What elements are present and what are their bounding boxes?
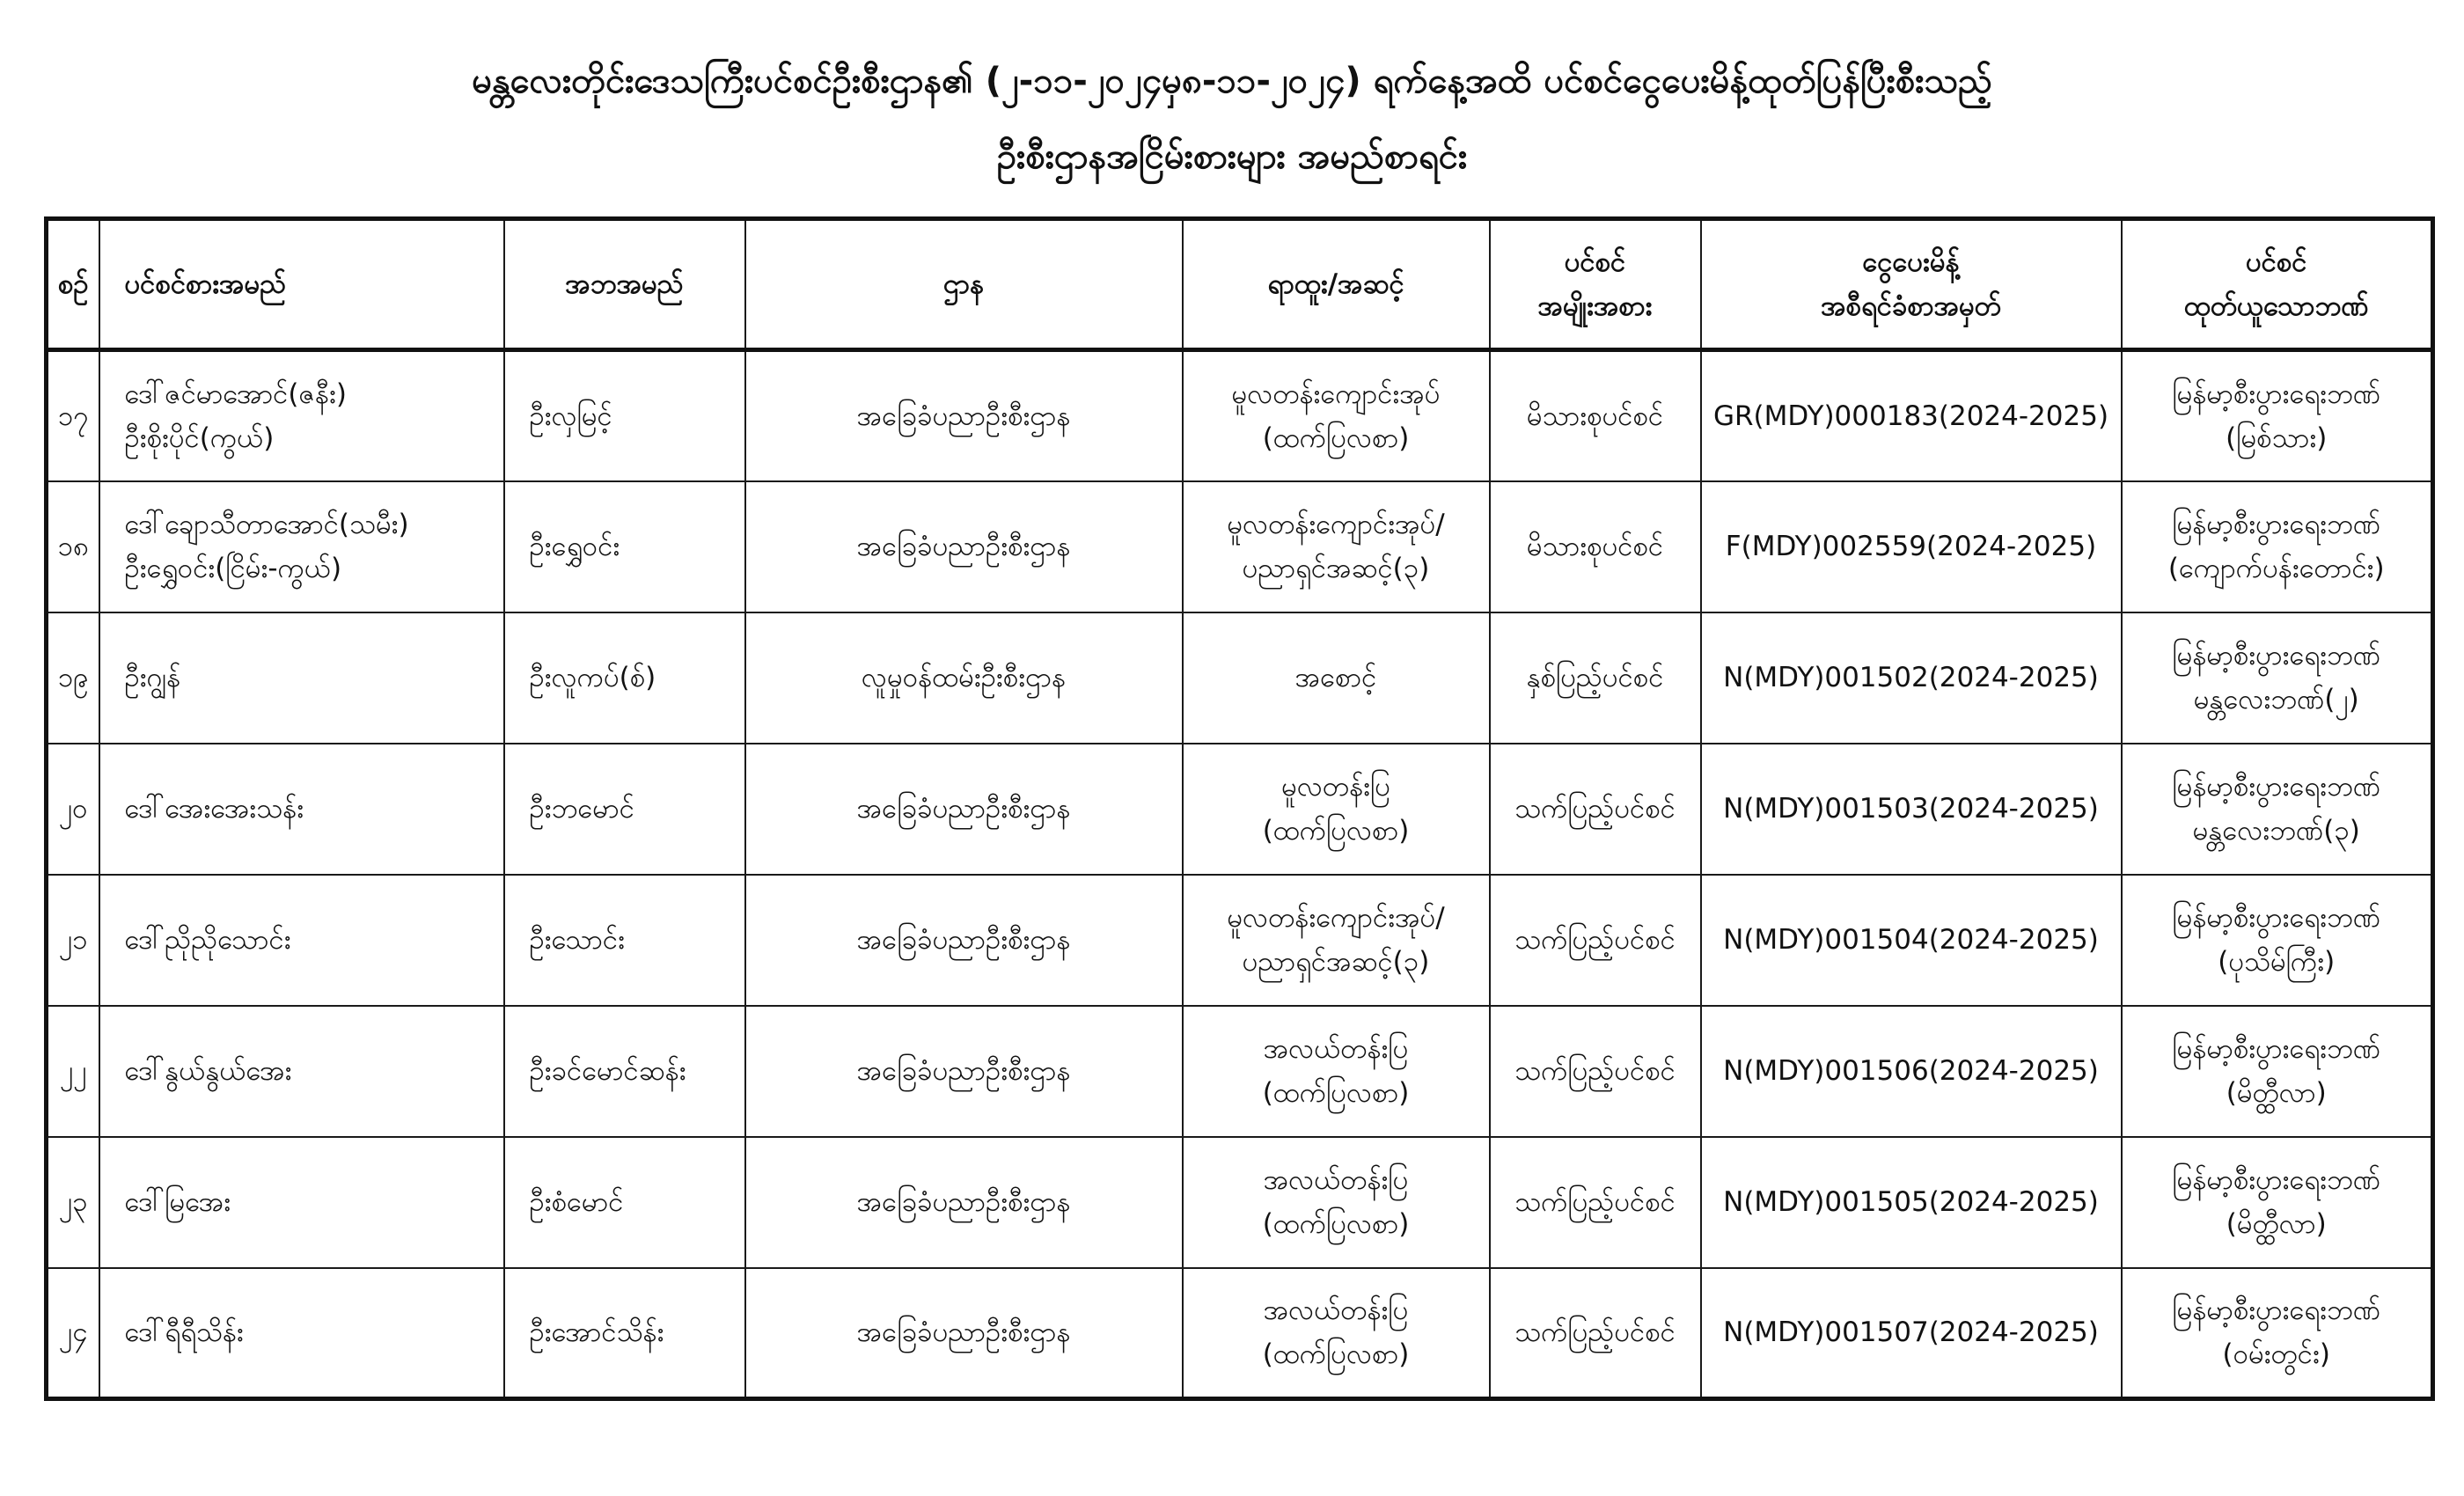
cell-department: လူမှုဝန်ထမ်းဦးစီးဌာန <box>745 612 1183 744</box>
cell-pensioner-name <box>99 350 504 481</box>
cell-bank-line: (မိတ္ထီလာ) <box>2226 1208 2327 1240</box>
cell-bank <box>2122 1137 2433 1268</box>
cell-pension-type: သက်ပြည့်ပင်စင် <box>1490 1137 1701 1268</box>
cell-serial: ၂၃ <box>47 1137 99 1268</box>
cell-rank-line: မူလတန်းကျောင်းအုပ်/ <box>1227 902 1445 934</box>
cell-pensioner-name-line: ဒေါ်အေးအေးသန်း <box>124 793 304 825</box>
cell-pension-type: သက်ပြည့်ပင်စင် <box>1490 1006 1701 1137</box>
cell-bank-line: မြန်မာ့စီးပွားရေးဘဏ် <box>2172 1164 2381 1196</box>
header-pension-type-line-1: ပင်စင် <box>1564 246 1626 278</box>
header-father-name: အဘအမည် <box>504 219 745 350</box>
cell-father-name: ဦးဘမောင် <box>504 744 745 875</box>
cell-bank <box>2122 350 2433 481</box>
cell-payment-order: N(MDY)001502(2024-2025) <box>1701 612 2122 744</box>
header-row <box>47 219 2433 350</box>
cell-payment-order: GR(MDY)000183(2024-2025) <box>1701 350 2122 481</box>
cell-pensioner-name-line: ဦးစိုးပိုင်(ကွယ်) <box>124 422 275 454</box>
cell-bank-line: မြန်မာ့စီးပွားရေးဘဏ် <box>2172 378 2381 410</box>
cell-pensioner-name <box>99 1006 504 1137</box>
cell-serial: ၂၀ <box>47 744 99 875</box>
cell-pension-type: မိသားစုပင်စင် <box>1490 350 1701 481</box>
cell-bank-line: မန္တလေးဘဏ်(၂) <box>2193 684 2359 715</box>
cell-father-name: ဦးခင်မောင်ဆန်း <box>504 1006 745 1137</box>
table-row <box>47 875 2433 1006</box>
cell-payment-order: N(MDY)001504(2024-2025) <box>1701 875 2122 1006</box>
cell-rank <box>1183 1006 1490 1137</box>
cell-father-name: ဦးစံမောင် <box>504 1137 745 1268</box>
cell-bank-line: မြန်မာ့စီးပွားရေးဘဏ် <box>2172 771 2381 803</box>
cell-serial: ၂၁ <box>47 875 99 1006</box>
cell-bank-line: (ဝမ်းတွင်း) <box>2222 1338 2330 1371</box>
header-pensioner-name: ပင်စင်စားအမည် <box>99 219 504 350</box>
cell-bank-line: မြန်မာ့စီးပွားရေးဘဏ် <box>2172 509 2381 540</box>
cell-rank-line: (ထက်ပြလစာ) <box>1262 815 1410 847</box>
cell-bank <box>2122 875 2433 1006</box>
cell-bank-line: မြန်မာ့စီးပွားရေးဘဏ် <box>2172 1033 2381 1065</box>
cell-pensioner-name <box>99 612 504 744</box>
cell-pensioner-name-line: ဒေါ်နွယ်နွယ်အေး <box>124 1055 292 1087</box>
cell-pensioner-name-line: ဒေါ်မြအေး <box>124 1186 231 1218</box>
cell-bank-line: မန္တလေးဘဏ်(၃) <box>2192 815 2360 847</box>
cell-bank <box>2122 481 2433 612</box>
header-payment-order-line-1: ငွေပေးမိန့် <box>1862 246 1960 278</box>
cell-pension-type: သက်ပြည့်ပင်စင် <box>1490 744 1701 875</box>
cell-serial: ၂၄ <box>47 1268 99 1399</box>
cell-payment-order: N(MDY)001503(2024-2025) <box>1701 744 2122 875</box>
cell-serial: ၂၂ <box>47 1006 99 1137</box>
cell-serial: ၁၇ <box>47 350 99 481</box>
cell-pensioner-name-line: ဦးဂျွန် <box>124 662 181 693</box>
cell-payment-order: N(MDY)001506(2024-2025) <box>1701 1006 2122 1137</box>
document-subtitle: ဦးစီးဌာနအငြိမ်းစားများ အမည်စာရင်း <box>996 136 1468 177</box>
cell-rank-line: (ထက်ပြလစာ) <box>1262 1338 1410 1371</box>
cell-rank-line: ပညာရှင်အဆင့်(၃) <box>1242 946 1430 978</box>
cell-bank <box>2122 1268 2433 1399</box>
header-payment-order-line-2: အစီရင်ခံစာအမှတ် <box>1821 290 2001 322</box>
cell-father-name: ဦးလှမြင့် <box>504 350 745 481</box>
cell-rank-line: (ထက်ပြလစာ) <box>1262 1077 1410 1109</box>
header-bank <box>2122 219 2433 350</box>
cell-pensioner-name <box>99 875 504 1006</box>
table-row <box>47 612 2433 744</box>
cell-pensioner-name <box>99 744 504 875</box>
cell-pensioner-name <box>99 1137 504 1268</box>
header-payment-order <box>1701 219 2122 350</box>
header-pension-type-line-2: အမျိုးအစား <box>1537 290 1653 322</box>
cell-father-name: ဦးရွှေဝင်း <box>504 481 745 612</box>
header-bank-line-1: ပင်စင် <box>2245 246 2307 278</box>
cell-rank <box>1183 1268 1490 1399</box>
document-title: မန္တလေးတိုင်းဒေသကြီးပင်စင်ဦးစီးဌာန၏ (၂-၁၁-၂၀၂၄မှ၈-၁၁-၂၀၂၄) ရက်နေ့အထိ ပင်စင်ငွေပေးမိန့်ထုတ်ပြန်ပြီးစီးသည့် <box>472 61 1992 101</box>
cell-bank-line: မြန်မာ့စီးပွားရေးဘဏ် <box>2172 640 2381 671</box>
cell-father-name: ဦးသောင်း <box>504 875 745 1006</box>
cell-bank-line: (ပုသိမ်ကြီး) <box>2218 946 2336 978</box>
cell-bank-line: မြန်မာ့စီးပွားရေးဘဏ် <box>2172 902 2381 934</box>
cell-rank-line: (ထက်ပြလစာ) <box>1262 422 1410 454</box>
cell-pension-type: နှစ်ပြည့်ပင်စင် <box>1490 612 1701 744</box>
table-row <box>47 1006 2433 1137</box>
cell-father-name: ဦးအောင်သိန်း <box>504 1268 745 1399</box>
cell-department: အခြေခံပညာဦးစီးဌာန <box>745 1006 1183 1137</box>
table-row <box>47 481 2433 612</box>
cell-rank <box>1183 875 1490 1006</box>
cell-rank <box>1183 481 1490 612</box>
header-pension-type <box>1490 219 1701 350</box>
cell-payment-order: F(MDY)002559(2024-2025) <box>1701 481 2122 612</box>
cell-rank <box>1183 744 1490 875</box>
cell-pensioner-name-line: ဒေါ်ညိုညိုသောင်း <box>124 924 291 956</box>
table-body <box>47 350 2433 1399</box>
cell-pension-type: သက်ပြည့်ပင်စင် <box>1490 1268 1701 1399</box>
cell-pensioner-name-line: ဒေါ်ဇင်မာအောင်(ဇနီး) <box>124 378 347 410</box>
cell-bank-line: မြန်မာ့စီးပွားရေးဘဏ် <box>2172 1294 2381 1327</box>
cell-payment-order: N(MDY)001507(2024-2025) <box>1701 1268 2122 1399</box>
cell-bank <box>2122 744 2433 875</box>
cell-rank-line: မူလတန်းပြ <box>1281 771 1390 803</box>
header-department: ဌာန <box>745 219 1183 350</box>
table-row <box>47 744 2433 875</box>
cell-department: အခြေခံပညာဦးစီးဌာန <box>745 481 1183 612</box>
table-row <box>47 1137 2433 1268</box>
cell-pension-type: မိသားစုပင်စင် <box>1490 481 1701 612</box>
cell-bank <box>2122 612 2433 744</box>
cell-department: အခြေခံပညာဦးစီးဌာန <box>745 1137 1183 1268</box>
cell-pensioner-name-line: ဒေါ်ချောသီတာအောင်(သမီး) <box>124 509 409 540</box>
cell-department: အခြေခံပညာဦးစီးဌာန <box>745 1268 1183 1399</box>
cell-rank-line: ပညာရှင်အဆင့်(၃) <box>1242 553 1430 584</box>
cell-bank-line: (မြစ်သား) <box>2226 422 2328 454</box>
cell-pensioner-name <box>99 481 504 612</box>
cell-rank-line: အစောင့် <box>1294 662 1377 693</box>
cell-rank-line: မူလတန်းကျောင်းအုပ် <box>1231 378 1441 410</box>
header-serial: စဉ် <box>47 219 99 350</box>
cell-rank-line: အလယ်တန်းပြ <box>1263 1294 1409 1327</box>
header-bank-line-2: ထုတ်ယူသောဘဏ် <box>2183 290 2369 322</box>
cell-serial: ၁၈ <box>47 481 99 612</box>
table-row <box>47 350 2433 481</box>
cell-payment-order: N(MDY)001505(2024-2025) <box>1701 1137 2122 1268</box>
cell-pension-type: သက်ပြည့်ပင်စင် <box>1490 875 1701 1006</box>
cell-father-name: ဦးလူကပ်(စ်) <box>504 612 745 744</box>
cell-pensioner-name-line: ဒေါ်ရီရီသိန်း <box>124 1316 244 1349</box>
cell-rank-line: အလယ်တန်းပြ <box>1263 1164 1409 1196</box>
cell-rank <box>1183 612 1490 744</box>
cell-bank <box>2122 1006 2433 1137</box>
cell-pensioner-name-line: ဦးရွှေဝင်း(ငြိမ်း-ကွယ်) <box>124 553 342 584</box>
pensioner-table <box>44 216 2435 1401</box>
cell-bank-line: (ကျောက်ပန်းတောင်း) <box>2167 553 2385 584</box>
cell-rank-line: မူလတန်းကျောင်းအုပ်/ <box>1227 509 1445 540</box>
cell-department: အခြေခံပညာဦးစီးဌာန <box>745 875 1183 1006</box>
cell-rank <box>1183 350 1490 481</box>
table-row <box>47 1268 2433 1399</box>
header-rank: ရာထူး/အဆင့် <box>1183 219 1490 350</box>
cell-serial: ၁၉ <box>47 612 99 744</box>
cell-rank-line: (ထက်ပြလစာ) <box>1262 1208 1410 1240</box>
cell-department: အခြေခံပညာဦးစီးဌာန <box>745 744 1183 875</box>
cell-pensioner-name <box>99 1268 504 1399</box>
cell-bank-line: (မိတ္ထီလာ) <box>2226 1077 2327 1109</box>
cell-department: အခြေခံပညာဦးစီးဌာန <box>745 350 1183 481</box>
cell-rank <box>1183 1137 1490 1268</box>
cell-rank-line: အလယ်တန်းပြ <box>1263 1033 1409 1065</box>
